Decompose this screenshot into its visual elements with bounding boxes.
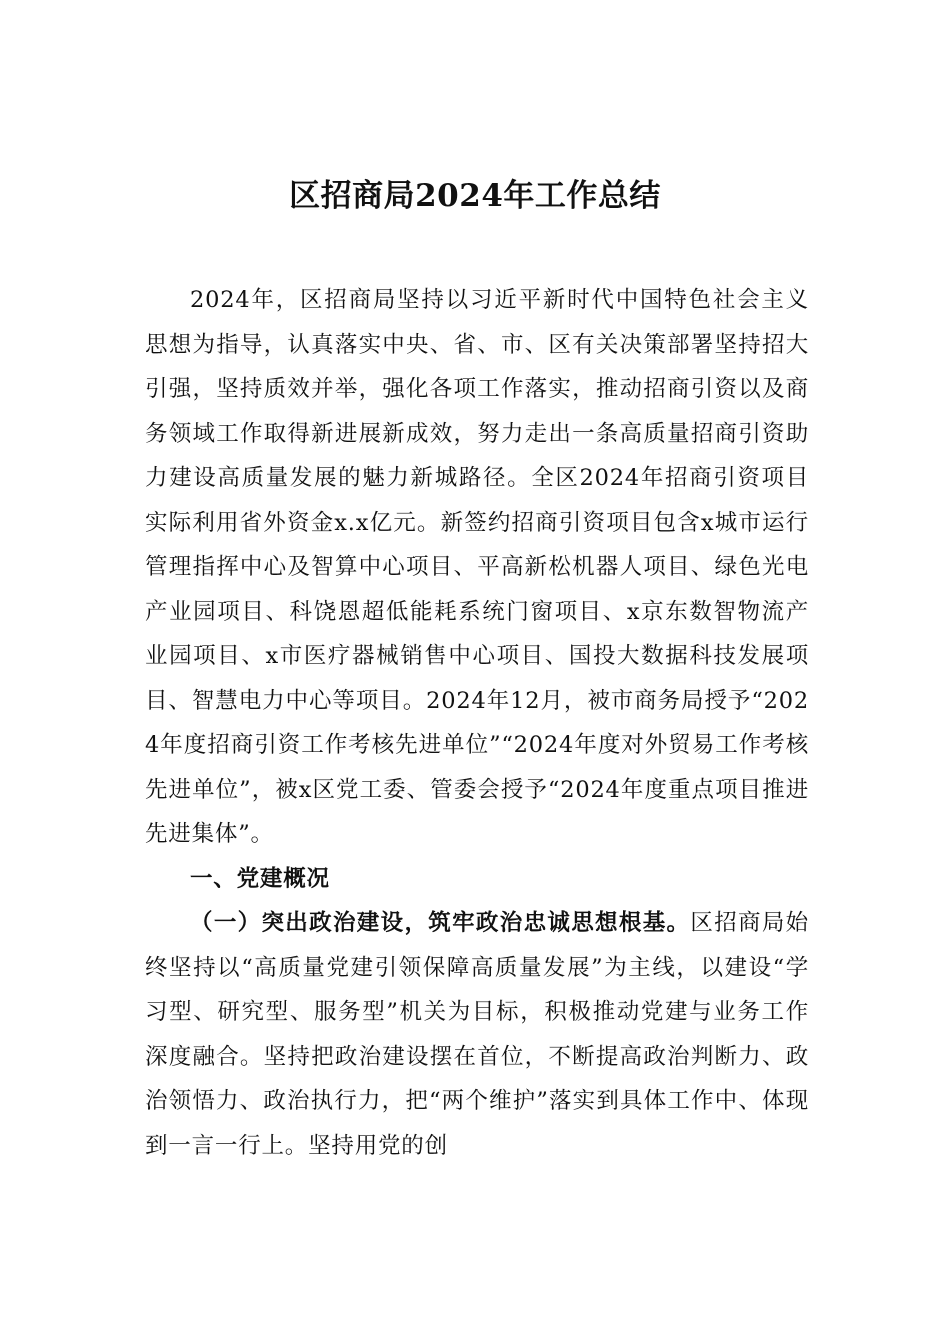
document-title: 区招商局2024年工作总结 — [289, 178, 661, 214]
section-paragraph-political-building — [145, 901, 809, 1168]
subsection-body: 区招商局始终坚持以“高质量党建引领保障高质量发展”为主线，以建设“学习型、研究型、服务型”机关为目标，积极推动党建与业务工作深度融合。坚持把政治建设摆在首位，不断提高政治判断力、政治领悟力、政治执行力，把“两个维护”落实到具体工作中、体现到一言一行上。坚持用党的创 — [145, 910, 809, 1159]
subsection-title: （一）突出政治建设，筑牢政治忠诚思想根基。 — [190, 910, 691, 936]
intro-paragraph: 2024年，区招商局坚持以习近平新时代中国特色社会主义思想为指导，认真落实中央、省、市、区有关决策部署坚持招大引强，坚持质效并举，强化各项工作落实，推动招商引资以及商务领域工作取得新进展新成效，努力走出一条高质量招商引资助力建设高质量发展的魅力新城路径。全区2024年招商引资项目实际利用省外资金x.x亿元。新签约招商引资项目包含x城市运行管理指挥中心及智算中心项目、平高新松机器人项目、绿色光电产业园项目、科饶恩超低能耗系统门窗项目、x京东数智物流产业园项目、x市医疗器械销售中心项目、国投大数据科技发展项目、智慧电力中心等项目。2024年12月，被市商务局授予“2024年度招商引资工作考核先进单位”“2024年度对外贸易工作考核先进单位”，被x区党工委、管委会授予“2024年度重点项目推进先进集体”。 — [145, 287, 809, 847]
section-heading-party-building: 一、党建概况 — [190, 865, 330, 892]
document-body — [145, 278, 809, 1168]
